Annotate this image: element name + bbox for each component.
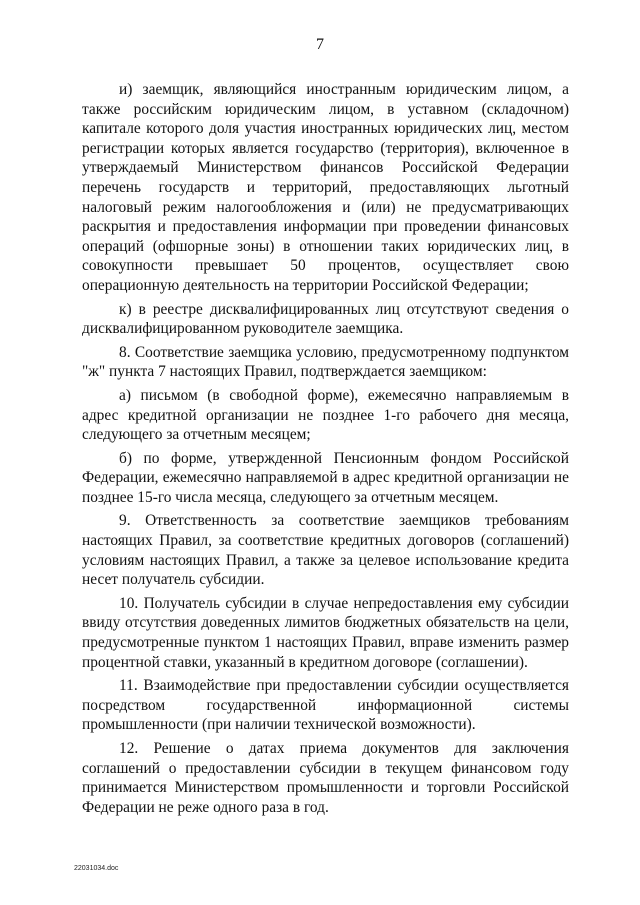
page-number: 7 xyxy=(316,36,324,53)
paragraph-8: 8. Соответствие заемщика условию, предусмотренному подпунктом "ж" пункта 7 настоящих Правил, подтверждается заемщиком: xyxy=(82,343,569,381)
paragraph-12: 12. Решение о датах приема документов для заключения соглашений о предоставлении субсидии в текущем финансовом году принимается Министерством промышленности и торговли Российской Федерации не реже одного раза в год. xyxy=(82,740,569,816)
paragraph-11: 11. Взаимодействие при предоставлении субсидии осуществляется посредством государственной информационной системы промышленности (при наличии технической возможности). xyxy=(82,677,569,734)
document-body xyxy=(82,80,569,821)
paragraph-8a: а) письмом (в свободной форме), ежемесячно направляемым в адрес кредитной организации не позднее 1-го рабочего дня месяца, следующего за отчетным месяцем; xyxy=(82,386,569,444)
paragraph-8b: б) по форме, утвержденной Пенсионным фондом Российской Федерации, ежемесячно направляемой в адрес кредитной организации не позднее 15-го числа месяца, следующего за отчетным месяцем. xyxy=(82,449,569,506)
paragraph-9: 9. Ответственность за соответствие заемщиков требованиям настоящих Правил, за соответствие кредитных договоров (соглашений) условиям настоящих Правил, а также за целевое использование кредита несет получатель субсидии. xyxy=(82,512,569,589)
footer-file-code: 22031034.doc xyxy=(74,865,119,872)
paragraph-10: 10. Получатель субсидии в случае непредоставления ему субсидии ввиду отсутствия доведенных лимитов бюджетных обязательств на цели, предусмотренные пунктом 1 настоящих Правил, вправе изменить размер процентной ставки, указанный в кредитном договоре (соглашении). xyxy=(82,594,569,671)
paragraph-k: к) в реестре дисквалифицированных лиц отсутствуют сведения о дисквалифицированном руководителе заемщика. xyxy=(82,300,569,338)
paragraph-i: и) заемщик, являющийся иностранным юридическим лицом, а также российским юридическим лицом, в уставном (складочном) капитале которого доля участия иностранных юридических лиц, местом регистрации которых является государство (территория), включенное в утверждаемый Министерством финансов Российской Федерации перечень государств и территорий, предоставляющих льготный налоговый режим налогообложения и (или) не предусматривающих раскрытия и предоставления информации при проведении финансовых операций (офшорные зоны) в отношении таких юридических лиц, в совокупности превышает 50 процентов, осуществляет свою операционную деятельность на территории Российской Федерации; xyxy=(82,81,569,294)
